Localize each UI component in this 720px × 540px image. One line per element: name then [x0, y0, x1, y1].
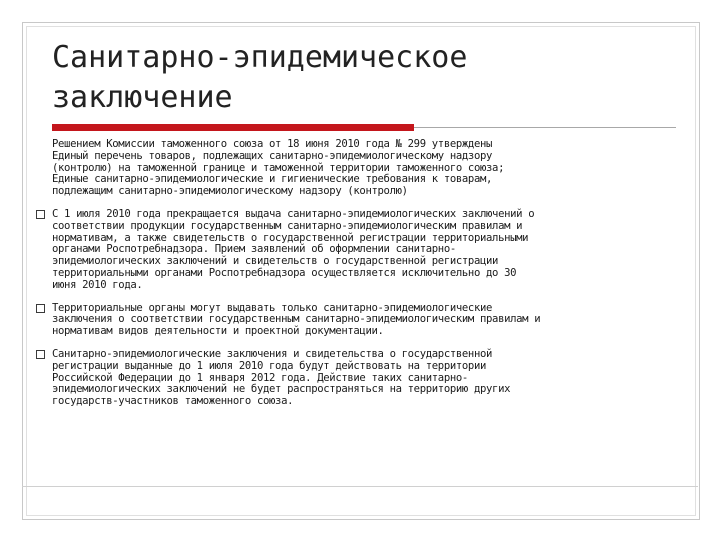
bullet-item — [52, 303, 674, 338]
hollow-square-bullet-icon — [36, 304, 45, 313]
bullet-item — [52, 139, 674, 198]
title-divider-line — [414, 127, 676, 128]
bullet-text: Решением Комиссии таможенного союза от 18 июня 2010 года № 299 утверждены Единый перечень товаров, подлежащих санитарно-эпидемиологическому надзору (контролю) на таможенной границе и таможенной территории таможенного союза; Единые санитарно-эпидемиологические и гигиенические требования к товарам, подлежащим санитарно-эпидемиологическому надзору (контролю) — [52, 138, 505, 198]
bullet-text: Территориальные органы могут выдавать только санитарно-эпидемиологические заключения о соответствии государственным санитарно-эпидемиологическим правилам и нормативам видов деятельности и проектной документации. — [52, 301, 541, 338]
bullet-text: Санитарно-эпидемиологические заключения и свидетельства о государственной регистрации выданные до 1 июля 2010 года будут действовать на территории Российской Федерации до 1 января 2012 года. Действие таких санитарно- эпидемиологических заключений не будет распространяться на территорию других государств-участников таможенного союза. — [52, 347, 511, 408]
slide-title: Санитарно-эпидемическое заключение — [52, 40, 468, 115]
bullet-item — [52, 209, 674, 292]
title-accent-rule — [52, 124, 414, 131]
bullet-text: С 1 июля 2010 года прекращается выдача санитарно-эпидемиологических заключений о соответствии продукции государственным санитарно-эпидемиологическим правилам и нормативам, а также свидетельств о государственной регистрации территориальными органами Роспотребнадзора. Прием заявлений об оформлении санитарно- эпидемиологических заключений и свидетельств о государственной регистрации территориальными органами Роспотребнадзора осуществляется исключительно до 30 июня 2010 года. — [52, 207, 535, 291]
slide-content — [52, 139, 674, 419]
hollow-square-bullet-icon — [36, 210, 45, 219]
bottom-divider — [22, 486, 698, 487]
hollow-square-bullet-icon — [36, 350, 45, 359]
bullet-item — [52, 349, 674, 408]
